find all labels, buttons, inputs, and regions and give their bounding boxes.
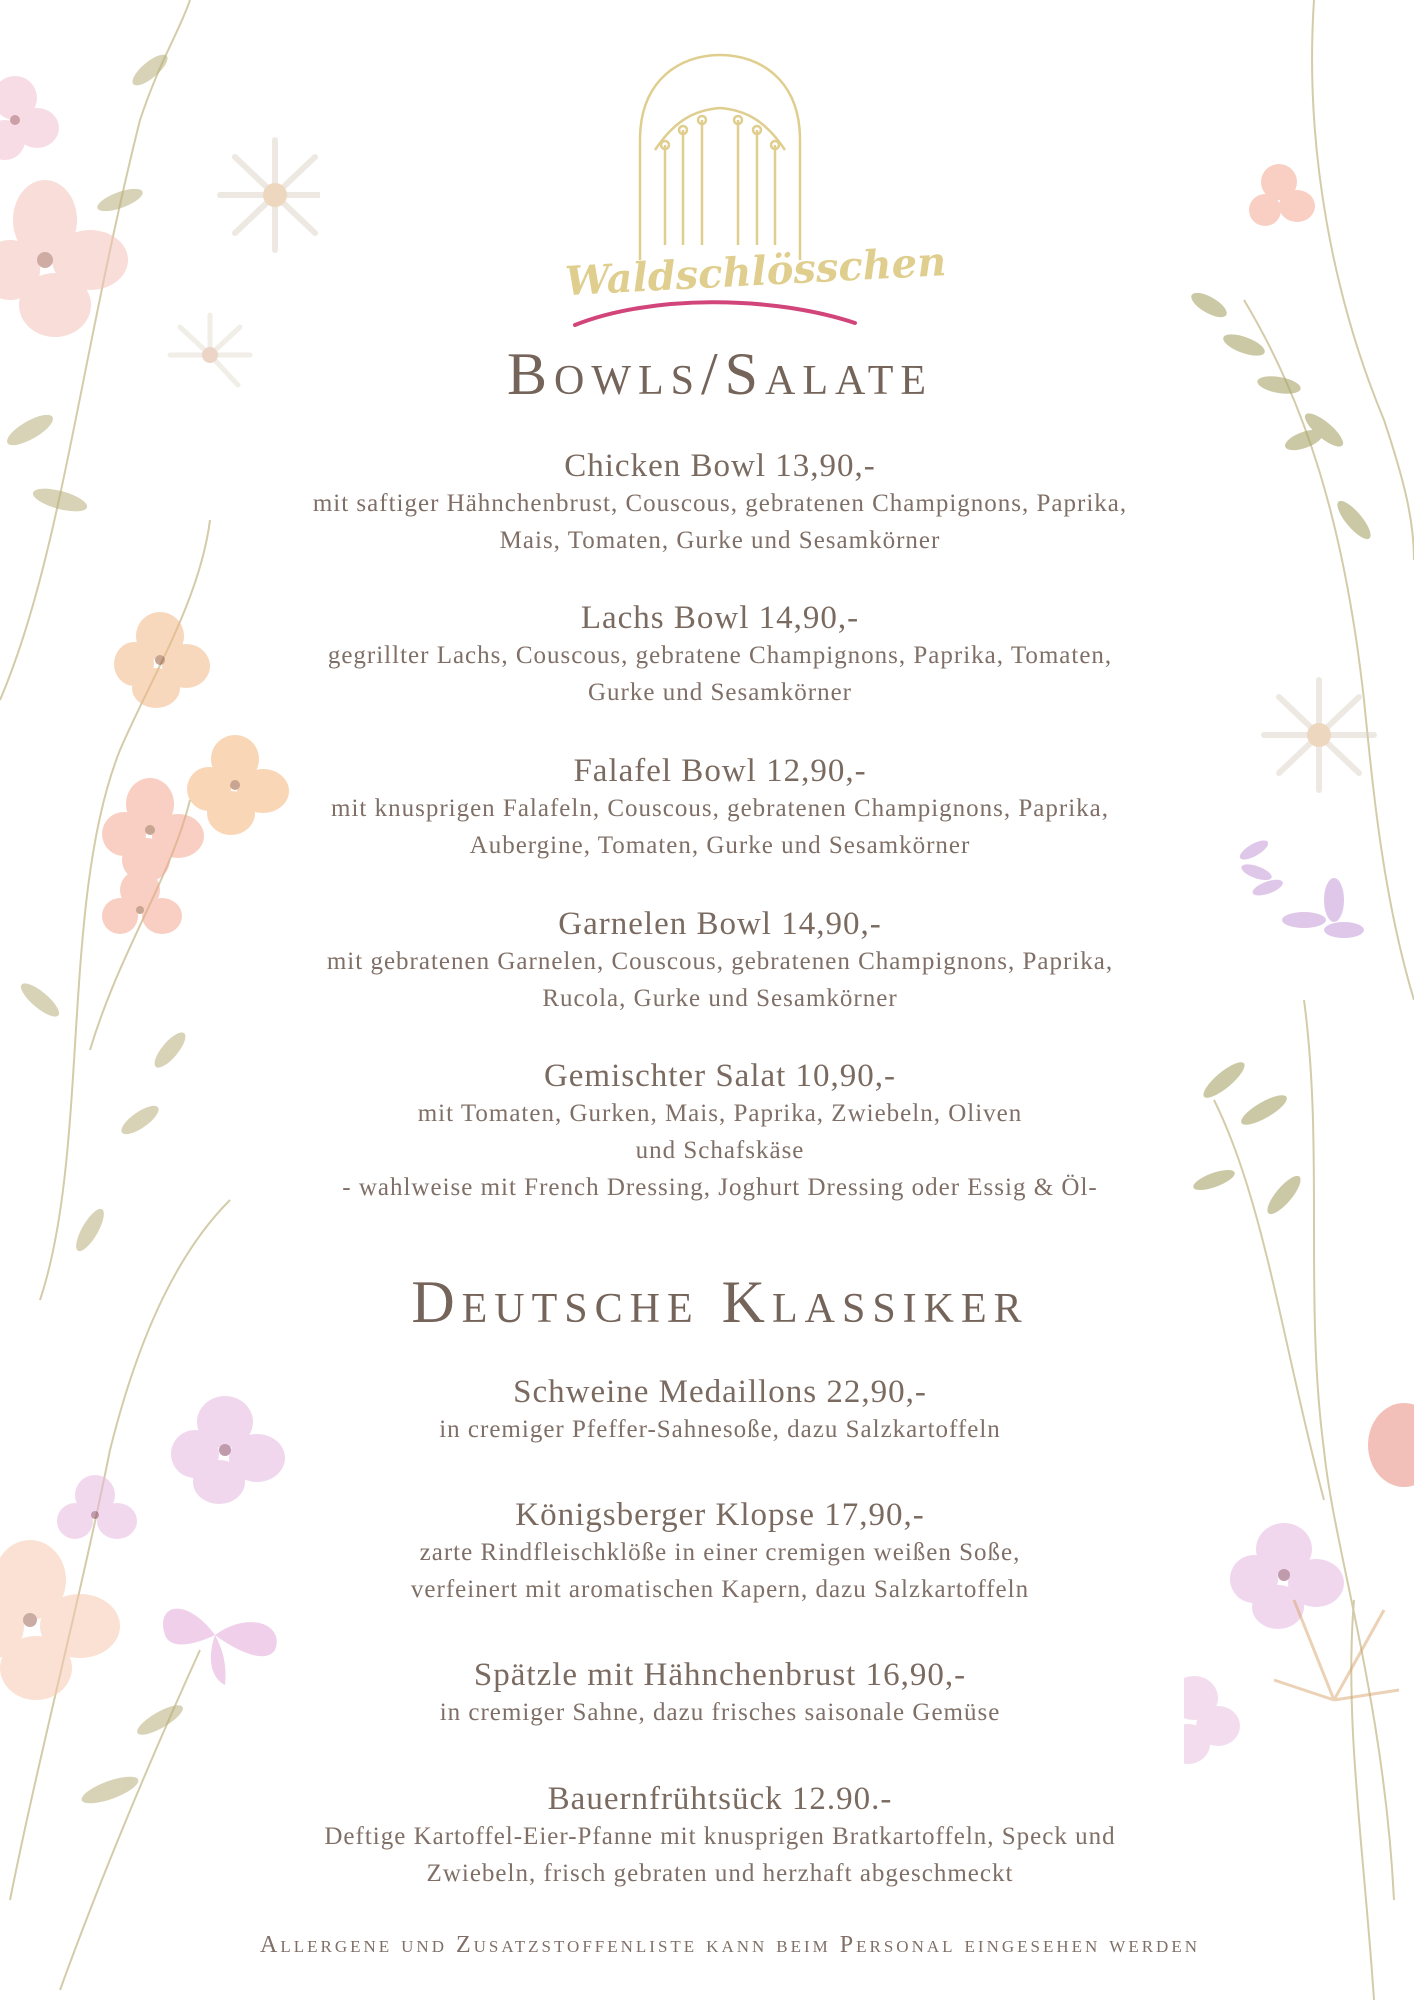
item-title: Chicken Bowl 13,90,- (564, 448, 876, 484)
item-description: mit gebratenen Garnelen, Couscous, gebratenen Champignons, Paprika, (326, 948, 1114, 975)
menu-item-chicken-bowl (200, 448, 1240, 559)
logo-wordmark: Waldschlösschen (563, 238, 948, 306)
item-description: in cremiger Sahne, dazu frisches saisonale Gemüse (439, 1699, 1001, 1726)
item-title: Bauernfrühtsück 12.90.- (547, 1781, 893, 1817)
item-description: mit saftiger Hähnchenbrust, Couscous, gebratenen Champignons, Paprika, (312, 490, 1128, 517)
item-description: zarte Rindfleischklöße in einer cremigen weißen Soße, (419, 1539, 1021, 1566)
item-title: Falafel Bowl 12,90,- (573, 753, 867, 789)
item-description: Deftige Kartoffel-Eier-Pfanne mit knusprigen Bratkartoffeln, Speck und (324, 1823, 1116, 1850)
item-description: Mais, Tomaten, Gurke und Sesamkörner (499, 527, 941, 554)
item-description: Zwiebeln, frisch gebraten und herzhaft abgeschmeckt (426, 1860, 1014, 1887)
item-title: Gemischter Salat 10,90,- (543, 1058, 897, 1094)
menu-item-schweine-medaillons (200, 1374, 1240, 1448)
item-description: gegrillter Lachs, Couscous, gebratene Champignons, Paprika, Tomaten, (327, 642, 1113, 669)
item-title: Königsberger Klopse 17,90,- (515, 1497, 925, 1533)
item-description: und Schafskäse (635, 1137, 805, 1164)
allergen-note: Allergene und Zusatzstoffenliste kann beim Personal eingesehen werden (260, 1932, 1200, 1958)
item-description: mit Tomaten, Gurken, Mais, Paprika, Zwiebeln, Oliven (417, 1100, 1023, 1127)
item-description: Gurke und Sesamkörner (588, 679, 852, 706)
item-description: mit knusprigen Falafeln, Couscous, gebratenen Champignons, Paprika, (331, 795, 1109, 822)
item-description: Rucola, Gurke und Sesamkörner (542, 985, 898, 1012)
item-description: Aubergine, Tomaten, Gurke und Sesamkörner (469, 832, 971, 859)
menu-content (200, 0, 1240, 2000)
item-title: Garnelen Bowl 14,90,- (558, 906, 882, 942)
item-title: Lachs Bowl 14,90,- (580, 600, 860, 636)
item-description: in cremiger Pfeffer-Sahnesoße, dazu Salzkartoffeln (439, 1416, 1001, 1443)
section-title-bowls: Bowls/Salate (506, 341, 934, 407)
section-title-deutsche-klassiker: Deutsche Klassiker (411, 1269, 1029, 1335)
item-title: Spätzle mit Hähnchenbrust 16,90,- (473, 1657, 967, 1693)
item-title: Schweine Medaillons 22,90,- (513, 1374, 927, 1410)
item-description: - wahlweise mit French Dressing, Joghurt Dressing oder Essig & Öl- (342, 1174, 1098, 1201)
menu-item-gemischter-salat (200, 1058, 1240, 1206)
menu-item-koenigsberger-klopse (200, 1497, 1240, 1608)
menu-item-garnelen-bowl (200, 906, 1240, 1017)
menu-item-bauernfruehstueck (200, 1781, 1240, 1892)
menu-item-lachs-bowl (200, 600, 1240, 711)
menu-item-falafel-bowl (200, 753, 1240, 864)
item-description: verfeinert mit aromatischen Kapern, dazu Salzkartoffeln (410, 1576, 1030, 1603)
menu-item-spaetzle (200, 1657, 1240, 1731)
